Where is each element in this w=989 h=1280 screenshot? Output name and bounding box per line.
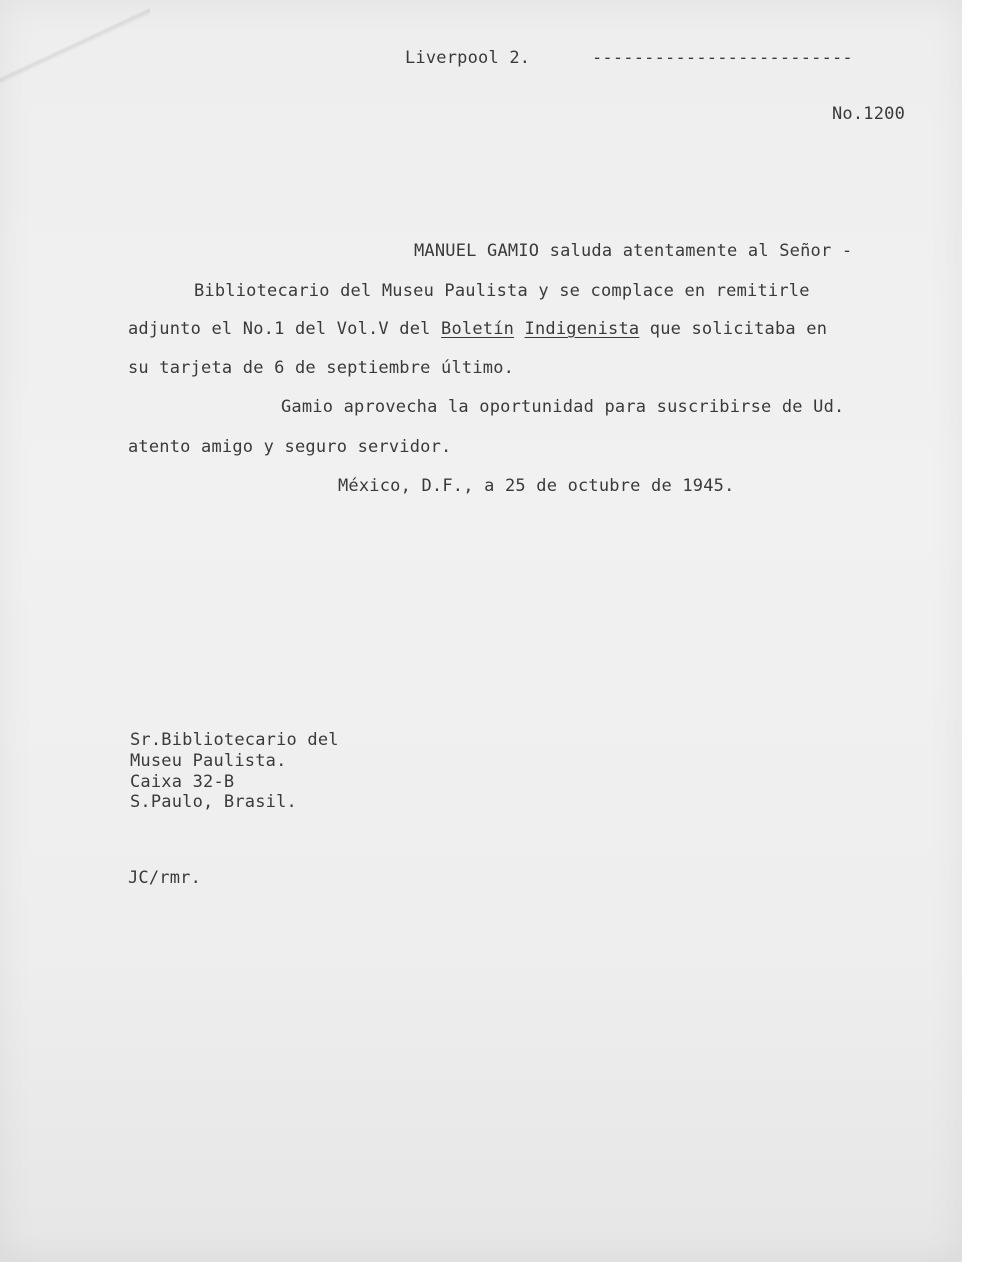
recipient-line-4: S.Paulo, Brasil. bbox=[130, 792, 297, 812]
body-line-3 bbox=[128, 321, 827, 338]
body-line-1: MANUEL GAMIO saluda atentamente al Señor - bbox=[414, 241, 853, 261]
publication-title-word-2: Indigenista bbox=[524, 319, 640, 339]
folded-corner bbox=[0, 0, 150, 90]
body-line-2: Bibliotecario del Museu Paulista y se complace en remitirle bbox=[194, 281, 810, 301]
typist-initials: JC/rmr. bbox=[128, 868, 202, 888]
body-line-5: Gamio aprovecha la oportunidad para suscribirse de Ud. bbox=[281, 397, 845, 417]
body-line-3-text: adjunto el No.1 del Vol.V del bbox=[128, 319, 442, 339]
date-line: México, D.F., a 25 de octubre de 1945. bbox=[338, 476, 735, 496]
reference-number: No.1200 bbox=[832, 104, 906, 124]
scan-margin-right bbox=[962, 0, 989, 1280]
body-line-3-space bbox=[514, 319, 524, 339]
publication-title-word-1: Boletín bbox=[441, 319, 515, 339]
recipient-line-3: Caixa 32-B bbox=[130, 772, 235, 792]
body-line-3-end: que solicitaba en bbox=[639, 319, 828, 339]
scan-margin-bottom bbox=[0, 1262, 989, 1280]
body-line-4: su tarjeta de 6 de septiembre último. bbox=[128, 358, 515, 378]
dash-rule: ------------------------- bbox=[592, 48, 853, 68]
recipient-line-2: Museu Paulista. bbox=[130, 751, 287, 771]
address-line: Liverpool 2. bbox=[405, 48, 531, 68]
body-line-6: atento amigo y seguro servidor. bbox=[128, 437, 452, 457]
recipient-line-1: Sr.Bibliotecario del bbox=[130, 730, 339, 750]
